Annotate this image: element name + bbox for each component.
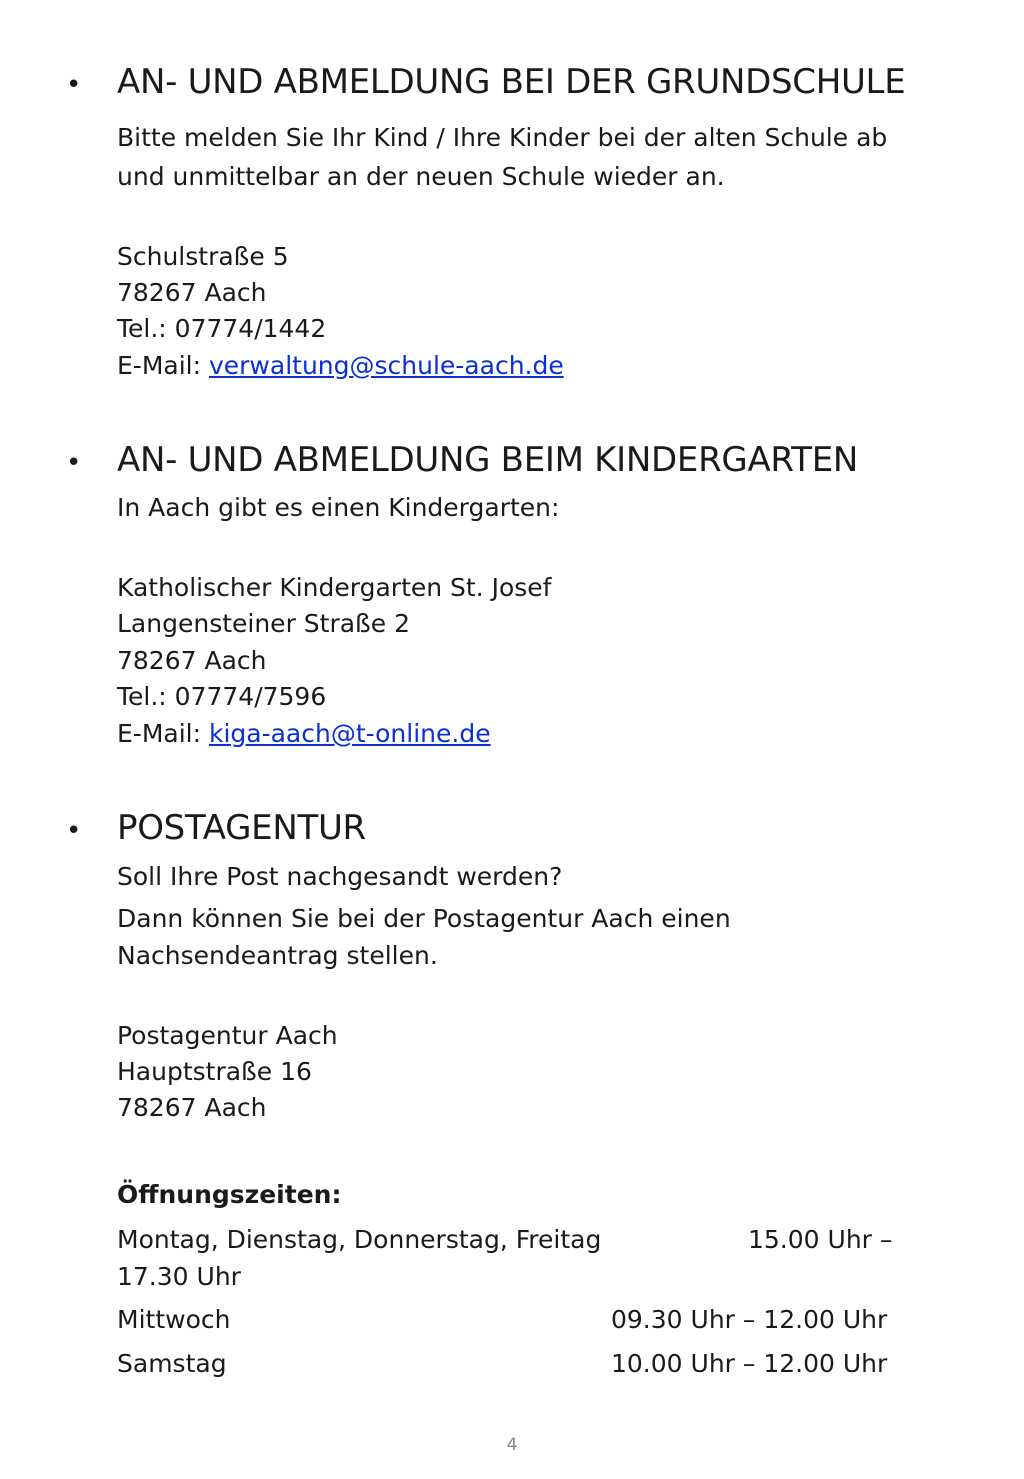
hours-row-time: 10.00 Uhr – 12.00 Uhr [611,1349,888,1378]
hours-row-days: Mittwoch [117,1305,231,1334]
school-email-link[interactable]: verwaltung@schule-aach.de [208,351,564,380]
school-intro-line-2: und unmittelbar an der neuen Schule wieder an. [117,162,725,191]
kindergarten-email-label: E-Mail: [117,719,209,748]
school-heading: AN- UND ABMELDUNG BEI DER GRUNDSCHULE [117,62,906,102]
hours-row-time-continued: 17.30 Uhr [117,1262,241,1291]
bullet-icon: • [66,816,82,846]
kindergarten-heading: AN- UND ABMELDUNG BEIM KINDERGARTEN [117,440,859,480]
school-email-label: E-Mail: [117,351,209,380]
hours-row-days: Samstag [117,1349,227,1378]
post-street: Hauptstraße 16 [117,1057,312,1086]
kindergarten-email-link[interactable]: kiga-aach@t-online.de [208,719,491,748]
opening-hours-title: Öffnungszeiten: [117,1180,342,1209]
school-phone: Tel.: 07774/1442 [117,314,327,343]
post-question: Soll Ihre Post nachgesandt werden? [117,862,563,891]
kindergarten-name: Katholischer Kindergarten St. Josef [117,573,552,602]
post-heading: POSTAGENTUR [117,808,366,848]
hours-row-days: Montag, Dienstag, Donnerstag, Freitag [117,1225,602,1254]
kindergarten-phone: Tel.: 07774/7596 [117,682,327,711]
school-city: 78267 Aach [117,278,267,307]
hours-row-time: 15.00 Uhr – [748,1225,893,1254]
bullet-icon: • [66,448,82,478]
page-number: 4 [506,1435,518,1455]
school-email-line [117,351,564,380]
kindergarten-city: 78267 Aach [117,646,267,675]
post-name: Postagentur Aach [117,1021,338,1050]
kindergarten-email-line [117,719,491,748]
kindergarten-street: Langensteiner Straße 2 [117,609,411,638]
kindergarten-intro: In Aach gibt es einen Kindergarten: [117,493,560,522]
post-text-line-1: Dann können Sie bei der Postagentur Aach einen [117,904,731,933]
school-street: Schulstraße 5 [117,242,289,271]
bullet-icon: • [66,70,82,100]
post-city: 78267 Aach [117,1093,267,1122]
hours-row-time: 09.30 Uhr – 12.00 Uhr [611,1305,888,1334]
school-intro-line-1: Bitte melden Sie Ihr Kind / Ihre Kinder bei der alten Schule ab [117,123,888,152]
post-text-line-2: Nachsendeantrag stellen. [117,941,438,970]
